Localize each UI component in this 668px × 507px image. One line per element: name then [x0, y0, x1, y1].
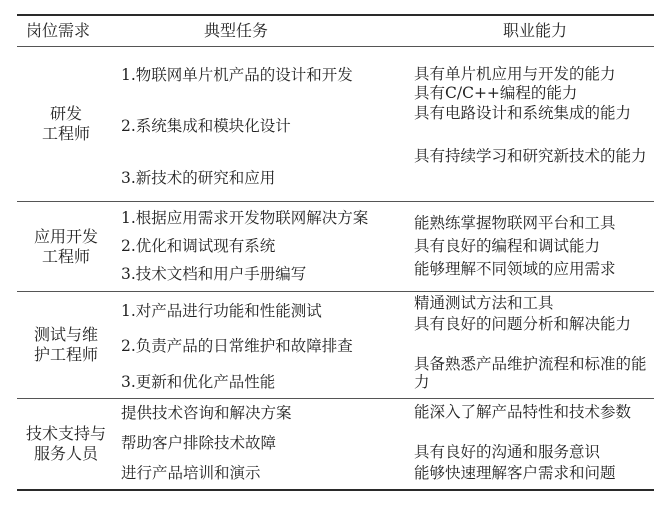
task-item: 进行产品培训和演示 — [121, 464, 261, 482]
ability-item: 具有良好的问题分析和解决能力 — [414, 315, 632, 333]
task-item: 1.对产品进行功能和性能测试 — [121, 302, 322, 320]
ability-item: 具有持续学习和研究新技术的能力 — [414, 147, 647, 165]
task-item: 3.新技术的研究和应用 — [121, 169, 276, 187]
ability-item: 具有电路设计和系统集成的能力 — [414, 104, 632, 122]
role-label: 测试与维 护工程师 — [33, 325, 98, 364]
task-item: 3.更新和优化产品性能 — [121, 373, 276, 391]
table-bottom-rule — [17, 489, 654, 491]
table-row — [17, 47, 654, 201]
ability-item: 具有良好的沟通和服务意识 — [414, 443, 601, 461]
task-item: 2.优化和调试现有系统 — [121, 237, 276, 255]
ability-item: 能够理解不同领域的应用需求 — [414, 260, 616, 278]
role-cell — [17, 424, 115, 464]
ability-item: 能熟练掌握物联网平台和工具 — [414, 214, 616, 232]
role-cell — [17, 325, 115, 365]
table-row — [17, 202, 654, 291]
ability-item: 具有良好的编程和调试能力 — [414, 237, 601, 255]
table-row — [17, 292, 654, 398]
header-role: 岗位需求 — [26, 21, 91, 40]
role-label: 技术支持与 服务人员 — [25, 424, 106, 463]
task-item: 1.根据应用需求开发物联网解决方案 — [121, 209, 369, 227]
table-top-rule — [17, 14, 654, 16]
role-label: 研发 工程师 — [41, 104, 90, 143]
ability-item: 具有C/C++编程的能力 — [414, 84, 578, 102]
task-item: 1.物联网单片机产品的设计和开发 — [121, 66, 353, 84]
header-abilities: 职业能力 — [503, 21, 568, 40]
task-item: 提供技术咨询和解决方案 — [121, 404, 292, 422]
ability-item: 能够快速理解客户需求和问题 — [414, 464, 616, 482]
task-item: 2.系统集成和模块化设计 — [121, 117, 291, 135]
task-item: 帮助客户排除技术故障 — [121, 434, 277, 452]
ability-item: 精通测试方法和工具 — [414, 294, 554, 312]
role-cell — [17, 104, 115, 144]
ability-item: 具有单片机应用与开发的能力 — [414, 65, 616, 83]
role-label: 应用开发 工程师 — [33, 227, 98, 266]
task-item: 2.负责产品的日常维护和故障排查 — [121, 337, 353, 355]
header-tasks: 典型任务 — [204, 21, 269, 40]
role-cell — [17, 227, 115, 267]
ability-item: 能深入了解产品特性和技术参数 — [414, 403, 632, 421]
ability-item: 具备熟悉产品维护流程和标准的能力 — [414, 355, 647, 391]
task-item: 3.技术文档和用户手册编写 — [121, 265, 307, 283]
table-row — [17, 399, 654, 489]
